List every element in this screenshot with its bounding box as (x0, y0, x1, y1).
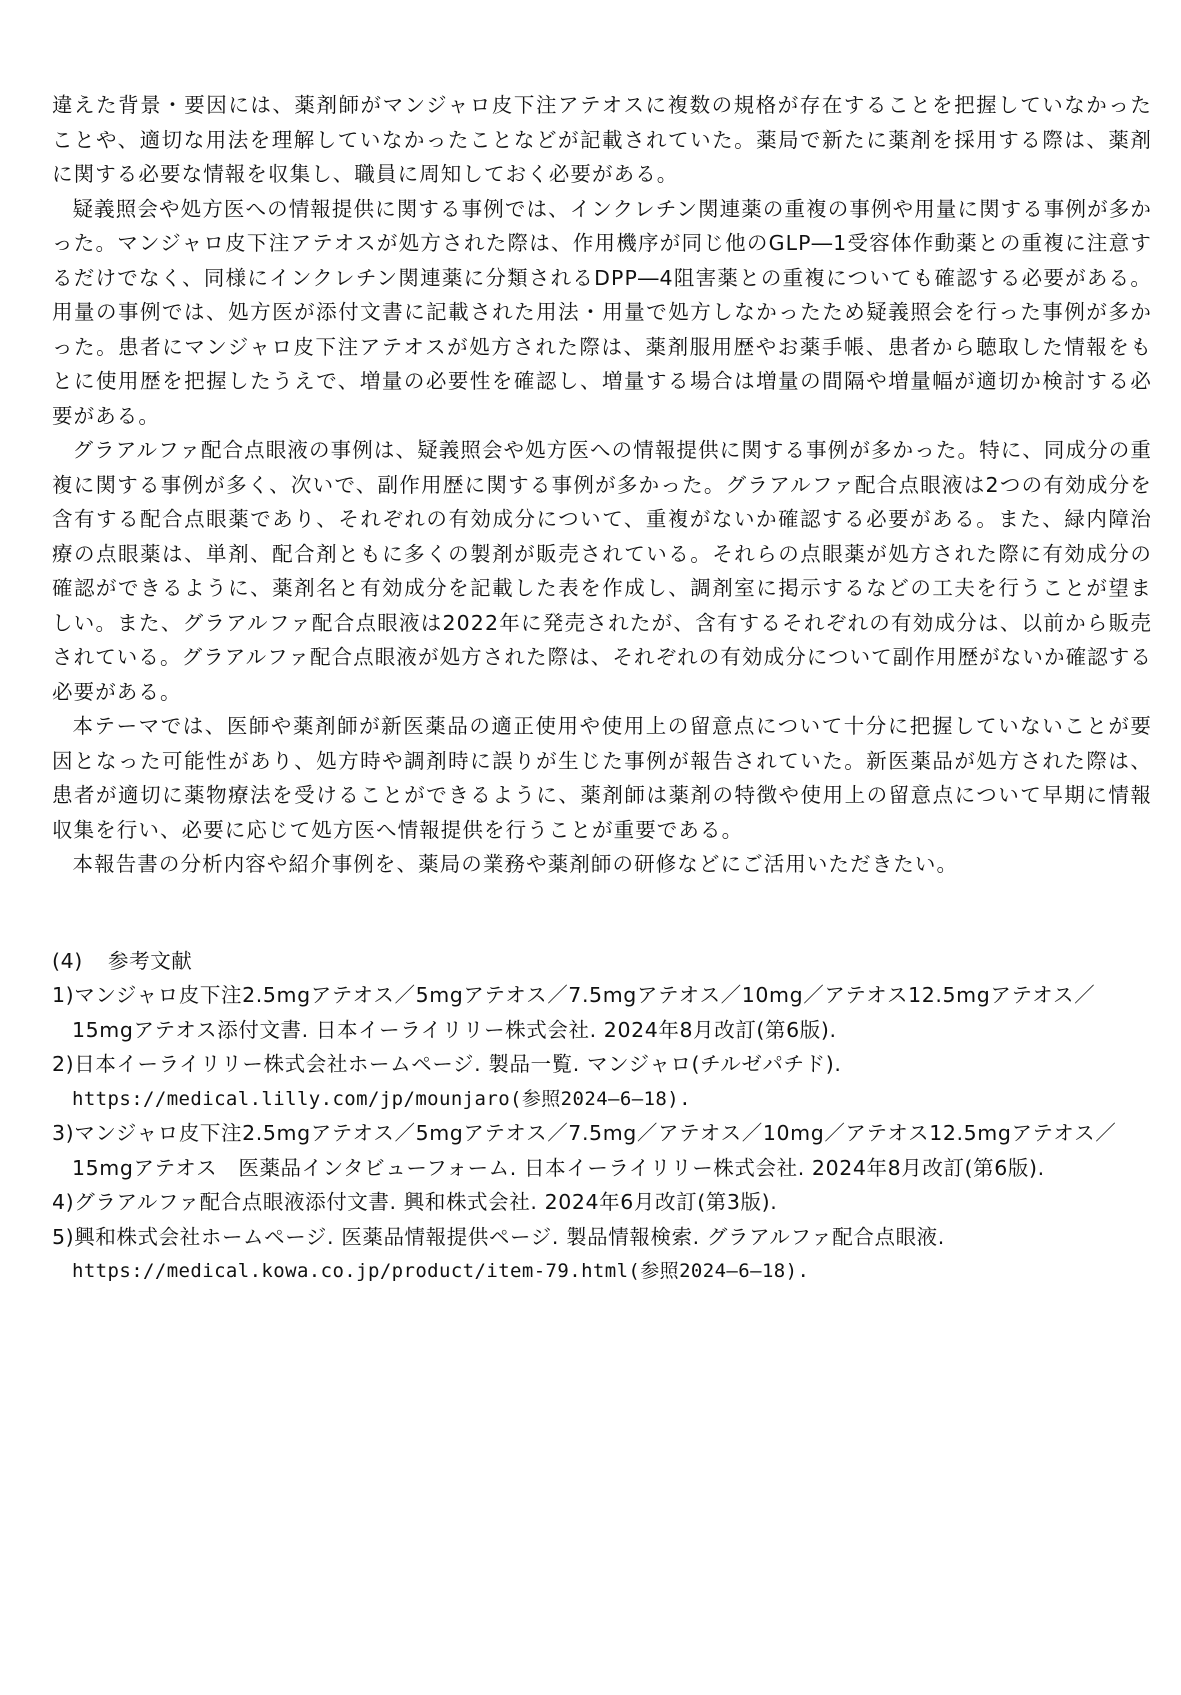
reference-text: 3)マンジャロ皮下注2.5mgアテオス／5mgアテオス／7.5mg／アテオス／10mg／アテオス12.5mgアテオス／15mgアテオス 医薬品インタビューフォーム. 日本イーライリリー株式会社. 2024年8月改訂(第6版). (52, 1121, 1117, 1180)
reference-url[interactable]: https://medical.lilly.com/jp/mounjaro(参照2024―6―18). (72, 1087, 691, 1110)
reference-item (52, 1185, 1152, 1220)
paragraph: 違えた背景・要因には、薬剤師がマンジャロ皮下注アテオスに複数の規格が存在することを把握していなかったことや、適切な用法を理解していなかったことなどが記載されていた。薬局で新たに薬剤を採用する際は、薬剤に関する必要な情報を収集し、職員に周知しておく必要がある。 (52, 93, 1152, 186)
reference-item (52, 1116, 1152, 1185)
references-section (52, 944, 1152, 1289)
reference-url[interactable]: https://medical.kowa.co.jp/product/item-79.html(参照2024―6―18). (72, 1260, 810, 1282)
paragraph: 本テーマでは、医師や薬剤師が新医薬品の適正使用や使用上の留意点について十分に把握していないことが要因となった可能性があり、処方時や調剤時に誤りが生じた事例が報告されていた。新医薬品が処方された際は、患者が適切に薬物療法を受けることができるように、薬剤師は薬剤の特徴や使用上の留意点について早期に情報収集を行い、必要に応じて処方医へ情報提供を行うことが重要である。 (52, 714, 1152, 842)
body-text (52, 88, 1152, 882)
reference-text: 2)日本イーライリリー株式会社ホームページ. 製品一覧. マンジャロ(チルゼパチド). (52, 1052, 842, 1076)
reference-item (52, 1220, 1152, 1289)
reference-item (52, 978, 1152, 1047)
reference-item (52, 1047, 1152, 1116)
references-heading (52, 944, 1152, 979)
paragraph: グラアルファ配合点眼液の事例は、疑義照会や処方医への情報提供に関する事例が多かった。特に、同成分の重複に関する事例が多く、次いで、副作用歴に関する事例が多かった。グラアルファ配合点眼液は2つの有効成分を含有する配合点眼薬であり、それぞれの有効成分について、重複がないか確認する必要がある。また、緑内障治療の点眼薬は、単剤、配合剤ともに多くの製剤が販売されている。それらの点眼薬が処方された際に有効成分の確認ができるように、薬剤名と有効成分を記載した表を作成し、調剤室に掲示するなどの工夫を行うことが望ましい。また、グラアルファ配合点眼液は2022年に発売されたが、含有するそれぞれの有効成分は、以前から販売されている。グラアルファ配合点眼液が処方された際は、それぞれの有効成分について副作用歴がないか確認する必要がある。 (52, 438, 1152, 704)
reference-text: 1)マンジャロ皮下注2.5mgアテオス／5mgアテオス／7.5mgアテオス／10mg／アテオス12.5mgアテオス／15mgアテオス添付文書. 日本イーライリリー株式会社. 2024年8月改訂(第6版). (52, 983, 1096, 1042)
section-number: (4) (52, 948, 83, 973)
paragraph: 本報告書の分析内容や紹介事例を、薬局の業務や薬剤師の研修などにご活用いただきたい。 (72, 852, 959, 876)
reference-text: 5)興和株式会社ホームページ. 医薬品情報提供ページ. 製品情報検索. グラアルファ配合点眼液. (52, 1224, 945, 1249)
document-page (52, 88, 1152, 1289)
paragraph: 疑義照会や処方医への情報提供に関する事例では、インクレチン関連薬の重複の事例や用量に関する事例が多かった。マンジャロ皮下注アテオスが処方された際は、作用機序が同じ他のGLP―1受容体作動薬との重複に注意するだけでなく、同様にインクレチン関連薬に分類されるDPP―4阻害薬との重複についても確認する必要がある。用量の事例では、処方医が添付文書に記載された用法・用量で処方しなかったため疑義照会を行った事例が多かった。患者にマンジャロ皮下注アテオスが処方された際は、薬剤服用歴やお薬手帳、患者から聴取した情報をもとに使用歴を把握したうえで、増量の必要性を確認し、増量する場合は増量の間隔や増量幅が適切か検討する必要がある。 (52, 196, 1152, 428)
reference-text: 4)グラアルファ配合点眼液添付文書. 興和株式会社. 2024年6月改訂(第3版). (52, 1190, 778, 1214)
section-title: 参考文献 (108, 948, 193, 973)
